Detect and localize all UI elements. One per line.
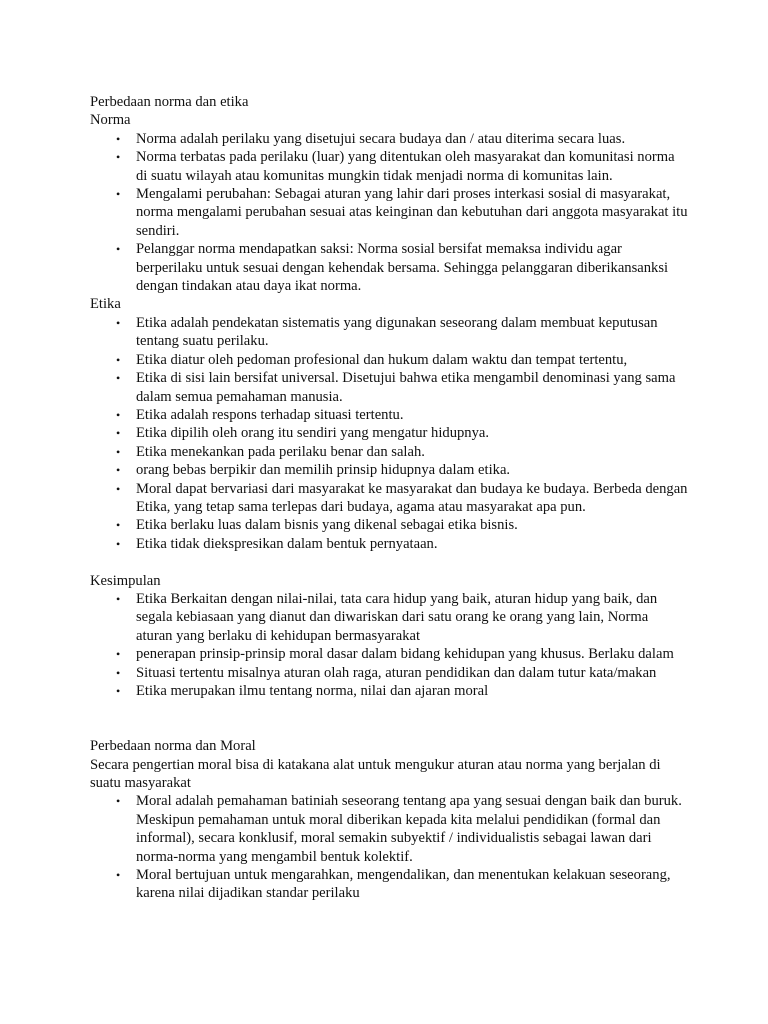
list-item: • Moral dapat bervariasi dari masyarakat ke masyarakat dan budaya ke budaya. Berbeda dengan Etika, yang tetap sama terlepas dari budaya, agama atau masyarakat apa pun. [116, 480, 688, 515]
bullet-icon: • [116, 591, 121, 606]
blank-line [90, 553, 688, 571]
list-item: • Situasi tertentu misalnya aturan olah raga, aturan pendidikan dan dalam tutur kata/makan [116, 664, 657, 681]
list-item: • Etika menekankan pada perilaku benar dan salah. [116, 443, 425, 460]
section-title-norma-moral: Perbedaan norma dan Moral [90, 738, 256, 755]
list-item: • Etika adalah respons terhadap situasi tertentu. [116, 406, 404, 423]
list-item: • Etika diatur oleh pedoman profesional dan hukum dalam waktu dan tempat tertentu, [116, 351, 628, 368]
kesimpulan-heading: Kesimpulan [90, 572, 161, 589]
bullet-icon: • [116, 315, 121, 330]
list-item: • Mengalami perubahan: Sebagai aturan yang lahir dari proses interkasi sosial di masyarakat, norma mengalami perubahan sesuai atas keinginan dan kebutuhan dari anggota masyarakat itu sendiri. [116, 186, 688, 239]
list-item: • Moral bertujuan untuk mengarahkan, mengendalikan, dan menentukan kelakuan seseorang, karena nilai dijadikan standar perilaku [116, 867, 671, 902]
list-item: • Moral adalah pemahaman batiniah seseorang tentang apa yang sesuai dengan baik dan buruk. Meskipun pemahaman untuk moral diberikan kepada kita melalui pendidikan (formal dan informal), secara konklusif, moral semakin subyektif / individualistis sebagai lawan dari norma-norma yang mengambil bentuk kolektif. [116, 793, 682, 865]
list-item: • Norma terbatas pada perilaku (luar) yang ditentukan oleh masyarakat dan komunitasi norma di suatu wilayah atau komunitas mungkin tidak menjadi norma di komunitas lain. [116, 149, 675, 184]
list-item: • Etika di sisi lain bersifat universal. Disetujui bahwa etika mengambil denominasi yang sama dalam semua pemahaman manusia. [116, 370, 676, 405]
list-item: • Etika Berkaitan dengan nilai-nilai, tata cara hidup yang baik, aturan hidup yang baik, dan segala kebiasaan yang dianut dan diwariskan dari satu orang ke orang yang lain, Norma aturan yang berlaku di kehidupan bermasyarakat [116, 590, 658, 644]
bullet-icon: • [116, 794, 121, 809]
bullet-icon: • [116, 407, 121, 422]
bullet-icon: • [116, 536, 121, 551]
bullet-icon: • [116, 352, 121, 367]
etika-heading: Etika [90, 296, 121, 313]
bullet-icon: • [116, 481, 121, 496]
bullet-icon: • [116, 868, 121, 883]
list-item: • Norma adalah perilaku yang disetujui secara budaya dan / atau diterima secara luas. [116, 130, 626, 147]
norma-list [90, 130, 688, 296]
bullet-icon: • [116, 187, 121, 202]
list-item: • penerapan prinsip-prinsip moral dasar dalam bidang kehidupan yang khusus. Berlaku dalam [116, 646, 674, 663]
bullet-icon: • [116, 683, 121, 698]
bullet-icon: • [116, 463, 121, 478]
moral-intro: Secara pengertian moral bisa di katakana alat untuk mengukur aturan atau norma yang berjalan di suatu masyarakat [90, 756, 661, 791]
list-item: • Pelanggar norma mendapatkan saksi: Norma sosial bersifat memaksa individu agar berperilaku untuk sesuai dengan kehendak bersama. Sehingga pelanggaran diberikansanksi dengan tindakan atau daya ikat norma. [116, 241, 669, 295]
blank-line [90, 700, 688, 737]
moral-list [90, 792, 688, 902]
bullet-icon: • [116, 518, 121, 533]
list-item: • Etika merupakan ilmu tentang norma, nilai dan ajaran moral [116, 682, 489, 699]
bullet-icon: • [116, 647, 121, 662]
list-item: • orang bebas berpikir dan memilih prinsip hidupnya dalam etika. [116, 462, 511, 479]
section-title-norma-etika: Perbedaan norma dan etika [90, 94, 249, 110]
bullet-icon: • [116, 426, 121, 441]
kesimpulan-list [90, 590, 688, 700]
bullet-icon: • [116, 150, 121, 165]
bullet-icon: • [116, 242, 121, 257]
list-item: • Etika adalah pendekatan sistematis yang digunakan seseorang dalam membuat keputusan tentang suatu perilaku. [116, 314, 658, 350]
bullet-icon: • [116, 131, 121, 146]
bullet-icon: • [116, 444, 121, 459]
bullet-icon: • [116, 371, 121, 386]
norma-heading: Norma [90, 112, 131, 129]
list-item: • Etika dipilih oleh orang itu sendiri yang mengatur hidupnya. [116, 425, 490, 442]
list-item: • Etika tidak diekspresikan dalam bentuk pernyataan. [116, 535, 438, 552]
list-item: • Etika berlaku luas dalam bisnis yang dikenal sebagai etika bisnis. [116, 517, 518, 534]
bullet-icon: • [116, 665, 121, 680]
etika-list [90, 314, 688, 553]
